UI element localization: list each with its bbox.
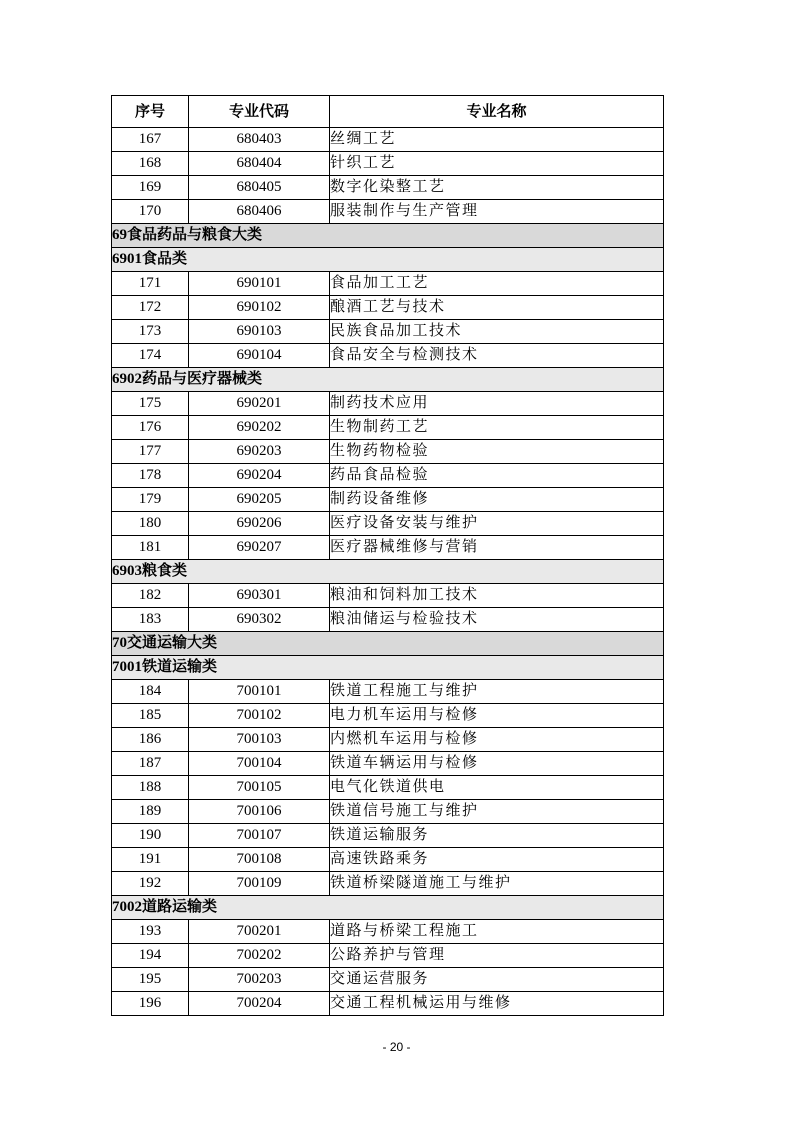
cell-name: 铁道信号施工与维护 <box>330 800 664 824</box>
table-row <box>112 512 664 536</box>
cell-code: 690201 <box>189 392 330 416</box>
cell-seq: 196 <box>112 992 189 1016</box>
cell-code: 690101 <box>189 272 330 296</box>
table-row <box>112 464 664 488</box>
cell-name: 交通运营服务 <box>330 968 664 992</box>
table-row <box>112 344 664 368</box>
cell-code: 690301 <box>189 584 330 608</box>
cell-seq: 191 <box>112 848 189 872</box>
table-row <box>112 704 664 728</box>
subcategory-label: 7001铁道运输类 <box>112 656 664 680</box>
cell-name: 公路养护与管理 <box>330 944 664 968</box>
cell-seq: 170 <box>112 200 189 224</box>
cell-code: 680405 <box>189 176 330 200</box>
cell-code: 700203 <box>189 968 330 992</box>
table-row <box>112 824 664 848</box>
cell-code: 700204 <box>189 992 330 1016</box>
cell-seq: 182 <box>112 584 189 608</box>
cell-seq: 185 <box>112 704 189 728</box>
cell-name: 电力机车运用与检修 <box>330 704 664 728</box>
cell-code: 690104 <box>189 344 330 368</box>
cell-seq: 190 <box>112 824 189 848</box>
category-row <box>112 632 664 656</box>
cell-seq: 186 <box>112 728 189 752</box>
table-row <box>112 200 664 224</box>
cell-name: 丝绸工艺 <box>330 128 664 152</box>
cell-name: 食品安全与检测技术 <box>330 344 664 368</box>
cell-name: 交通工程机械运用与维修 <box>330 992 664 1016</box>
subcategory-label: 7002道路运输类 <box>112 896 664 920</box>
cell-code: 690206 <box>189 512 330 536</box>
table-row <box>112 752 664 776</box>
table-row <box>112 296 664 320</box>
cell-name: 生物药物检验 <box>330 440 664 464</box>
cell-seq: 178 <box>112 464 189 488</box>
cell-name: 高速铁路乘务 <box>330 848 664 872</box>
cell-name: 内燃机车运用与检修 <box>330 728 664 752</box>
cell-seq: 195 <box>112 968 189 992</box>
cell-seq: 167 <box>112 128 189 152</box>
cell-seq: 194 <box>112 944 189 968</box>
table-header-row <box>112 96 664 128</box>
cell-code: 690103 <box>189 320 330 344</box>
cell-code: 690302 <box>189 608 330 632</box>
cell-code: 700108 <box>189 848 330 872</box>
cell-code: 690202 <box>189 416 330 440</box>
category-label: 70交通运输大类 <box>112 632 664 656</box>
table-row <box>112 920 664 944</box>
cell-seq: 169 <box>112 176 189 200</box>
cell-code: 680406 <box>189 200 330 224</box>
cell-code: 690204 <box>189 464 330 488</box>
cell-name: 酿酒工艺与技术 <box>330 296 664 320</box>
cell-code: 690102 <box>189 296 330 320</box>
cell-code: 700102 <box>189 704 330 728</box>
cell-name: 铁道工程施工与维护 <box>330 680 664 704</box>
cell-seq: 180 <box>112 512 189 536</box>
table-row <box>112 152 664 176</box>
subcategory-row <box>112 248 664 272</box>
cell-code: 690207 <box>189 536 330 560</box>
cell-seq: 176 <box>112 416 189 440</box>
subcategory-row <box>112 656 664 680</box>
cell-code: 700109 <box>189 872 330 896</box>
cell-name: 制药技术应用 <box>330 392 664 416</box>
cell-code: 700106 <box>189 800 330 824</box>
table-row <box>112 392 664 416</box>
table-row <box>112 488 664 512</box>
cell-seq: 193 <box>112 920 189 944</box>
cell-name: 电气化铁道供电 <box>330 776 664 800</box>
subcategory-label: 6901食品类 <box>112 248 664 272</box>
cell-name: 制药设备维修 <box>330 488 664 512</box>
cell-seq: 174 <box>112 344 189 368</box>
cell-seq: 177 <box>112 440 189 464</box>
cell-code: 700202 <box>189 944 330 968</box>
table-body <box>112 128 664 1016</box>
table-row <box>112 584 664 608</box>
table-row <box>112 680 664 704</box>
table-row <box>112 848 664 872</box>
major-catalog-table <box>111 95 664 1016</box>
cell-seq: 187 <box>112 752 189 776</box>
cell-seq: 175 <box>112 392 189 416</box>
header-name: 专业名称 <box>330 96 664 128</box>
subcategory-row <box>112 560 664 584</box>
cell-seq: 179 <box>112 488 189 512</box>
table-row <box>112 992 664 1016</box>
cell-seq: 192 <box>112 872 189 896</box>
cell-seq: 181 <box>112 536 189 560</box>
table-row <box>112 272 664 296</box>
cell-seq: 184 <box>112 680 189 704</box>
category-label: 69食品药品与粮食大类 <box>112 224 664 248</box>
cell-code: 680404 <box>189 152 330 176</box>
cell-name: 生物制药工艺 <box>330 416 664 440</box>
table-row <box>112 416 664 440</box>
subcategory-row <box>112 368 664 392</box>
cell-code: 680403 <box>189 128 330 152</box>
cell-seq: 188 <box>112 776 189 800</box>
cell-code: 700105 <box>189 776 330 800</box>
cell-code: 690203 <box>189 440 330 464</box>
page-number: - 20 - <box>382 1040 411 1054</box>
cell-seq: 171 <box>112 272 189 296</box>
table-row <box>112 776 664 800</box>
table-row <box>112 176 664 200</box>
table-row <box>112 872 664 896</box>
table-row <box>112 608 664 632</box>
cell-name: 粮油储运与检验技术 <box>330 608 664 632</box>
cell-name: 食品加工工艺 <box>330 272 664 296</box>
subcategory-row <box>112 896 664 920</box>
cell-name: 粮油和饲料加工技术 <box>330 584 664 608</box>
table-row <box>112 320 664 344</box>
cell-code: 700104 <box>189 752 330 776</box>
cell-name: 针织工艺 <box>330 152 664 176</box>
cell-seq: 172 <box>112 296 189 320</box>
header-code: 专业代码 <box>189 96 330 128</box>
table-row <box>112 728 664 752</box>
table-row <box>112 968 664 992</box>
cell-name: 道路与桥梁工程施工 <box>330 920 664 944</box>
category-row <box>112 224 664 248</box>
table-row <box>112 944 664 968</box>
cell-seq: 183 <box>112 608 189 632</box>
cell-name: 医疗器械维修与营销 <box>330 536 664 560</box>
table-row <box>112 800 664 824</box>
subcategory-label: 6903粮食类 <box>112 560 664 584</box>
cell-seq: 189 <box>112 800 189 824</box>
cell-seq: 173 <box>112 320 189 344</box>
cell-name: 民族食品加工技术 <box>330 320 664 344</box>
cell-name: 铁道桥梁隧道施工与维护 <box>330 872 664 896</box>
cell-name: 铁道车辆运用与检修 <box>330 752 664 776</box>
table-row <box>112 128 664 152</box>
cell-name: 药品食品检验 <box>330 464 664 488</box>
header-seq: 序号 <box>112 96 189 128</box>
cell-code: 700201 <box>189 920 330 944</box>
cell-seq: 168 <box>112 152 189 176</box>
table-row <box>112 536 664 560</box>
cell-name: 数字化染整工艺 <box>330 176 664 200</box>
cell-name: 铁道运输服务 <box>330 824 664 848</box>
cell-name: 医疗设备安装与维护 <box>330 512 664 536</box>
table-row <box>112 440 664 464</box>
cell-code: 700107 <box>189 824 330 848</box>
cell-name: 服装制作与生产管理 <box>330 200 664 224</box>
cell-code: 700103 <box>189 728 330 752</box>
subcategory-label: 6902药品与医疗器械类 <box>112 368 664 392</box>
cell-code: 690205 <box>189 488 330 512</box>
cell-code: 700101 <box>189 680 330 704</box>
